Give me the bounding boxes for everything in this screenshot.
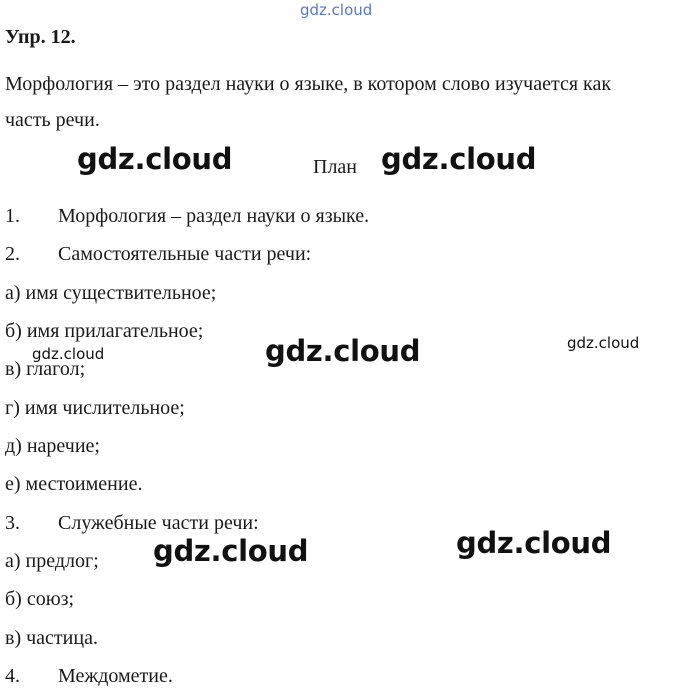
list-item: в) частица. xyxy=(5,627,98,649)
watermark: gdz.cloud xyxy=(265,334,421,368)
watermark: gdz.cloud xyxy=(381,142,537,176)
item-text: Морфология – раздел науки о языке. xyxy=(58,205,370,227)
watermark: gdz.cloud xyxy=(153,534,309,568)
watermark: gdz.cloud xyxy=(32,345,105,363)
list-item: а) имя существительное; xyxy=(5,282,217,304)
list-item: б) союз; xyxy=(5,588,75,610)
item-text: Служебные части речи: xyxy=(58,512,259,534)
item-number: 3. xyxy=(5,512,20,534)
list-item: д) наречие; xyxy=(5,435,100,457)
list-item: а) предлог; xyxy=(5,550,99,572)
watermark: gdz.cloud xyxy=(456,526,612,560)
watermark-top: gdz.cloud xyxy=(300,1,373,19)
list-item: г) имя числительное; xyxy=(5,397,185,419)
watermark: gdz.cloud xyxy=(77,142,233,176)
list-item xyxy=(5,511,259,535)
list-item: б) имя прилагательное; xyxy=(5,320,204,342)
list-item: в) глагол; xyxy=(5,358,86,380)
list-item xyxy=(5,664,173,688)
item-text: Междометие. xyxy=(58,665,173,687)
definition-line-1: Морфология – это раздел науки о языке, в котором слово изучается как xyxy=(5,73,612,95)
exercise-title: Упр. 12. xyxy=(5,26,76,48)
list-item: е) местоимение. xyxy=(5,473,143,495)
definition-line-2: часть речи. xyxy=(5,109,100,131)
watermark: gdz.cloud xyxy=(567,334,640,352)
list-item xyxy=(5,242,311,266)
item-number: 2. xyxy=(5,243,20,265)
plan-heading: План xyxy=(313,156,358,178)
list-item xyxy=(5,204,369,228)
item-number: 1. xyxy=(5,205,20,227)
item-number: 4. xyxy=(5,665,20,687)
item-text: Самостоятельные части речи: xyxy=(58,243,312,265)
